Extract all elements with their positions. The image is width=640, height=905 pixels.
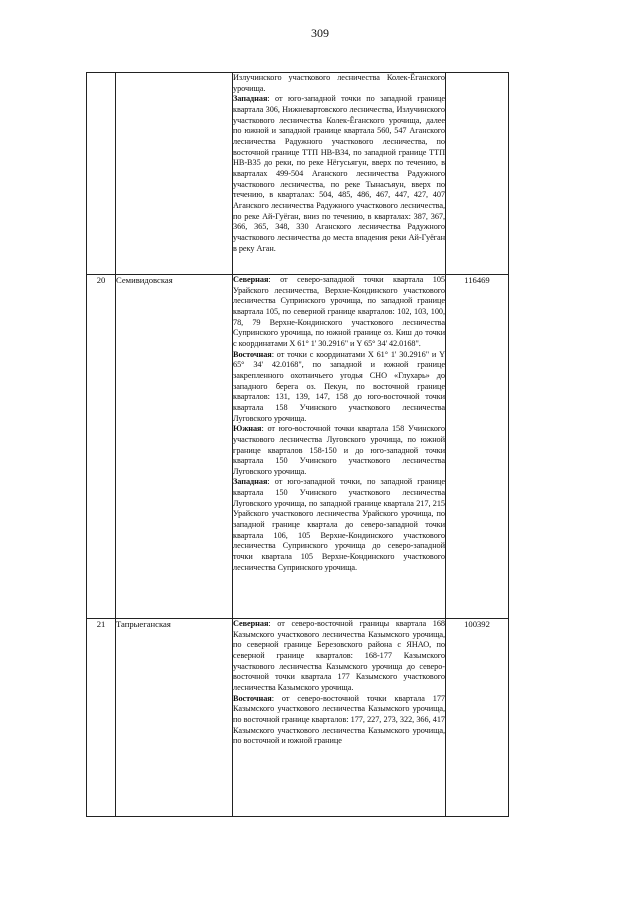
row-number: 20 — [87, 275, 116, 619]
boundary-label: Южная — [233, 424, 262, 434]
boundary-text: : от юго-западной точки по западной границе квартала 306, Нижневартовского лесничества, Излучинского участкового лесничества Колек-Ёганского урочища, далее по южной и западной границе квартала 560, 547 Аганского лесничества Радужного участкового лесничества, по восточной границе ТТП НВ-В34, по западной границе ТТП НВ-В35 до реки, по реке Нёгусьягун, вверх по течению, в кварталах 499-504 Аганского лесничества Радужного участкового лесничества, по реке Тынасъяун, вверх по течению, в кварталах: 504, 485, 486, 467, 447, 427, 407 Аганского лесничества Радужного участкового лесничества, по реке Ай-Гуёган, вниз по течению, в кварталах: 387, 367, 366, 365, 348, 330 Аганского лесничества Радужного участкового лесничества до места впадения реки Ай-Гуёган в реку Аган. — [233, 94, 445, 253]
boundary-text: : от юго-восточной точки квартала 158 Учинского участкового лесничества Луговского урочища, по южной границе кварталов 158-150 и до юго-западной точки квартала 150 Учинского участкового лесничества Луговского урочища. — [233, 424, 445, 476]
table-row — [87, 73, 509, 275]
boundary-text: : от северо-восточной точки квартала 177 Казымского участкового лесничества Казымского урочища, по восточной границе кварталов: 177, 227, 273, 322, 366, 417 Казымского участкового лесничества Казымского урочища, по восточной и южной границе — [233, 693, 445, 746]
boundary-description — [233, 73, 446, 275]
boundary-east — [233, 350, 445, 425]
table-row — [87, 619, 509, 817]
zone-area: 100392 — [446, 619, 509, 817]
boundary-label: Северная — [233, 275, 269, 284]
continuation-text: Излучинского участкового лесничества Колек-Ёганского урочища. — [233, 73, 445, 93]
boundary-description — [233, 275, 446, 619]
boundary-west — [233, 477, 445, 573]
boundary-east — [233, 694, 445, 747]
row-number: 21 — [87, 619, 116, 817]
zone-area — [446, 73, 509, 275]
boundary-north — [233, 619, 445, 694]
boundary-west — [233, 94, 445, 254]
boundary-text: : от северо-восточной границы квартала 168 Казымского участкового лесничества Казымского урочища, по северной границе Березовского района с ЯНАО, по северной границе кварталов: 168-177 Казымского участкового лесничества Казымского урочища до северо-восточной точки квартала 177 Казымского участкового лесничества Казымского урочища. — [233, 619, 445, 692]
boundary-label: Восточная — [233, 349, 272, 359]
boundary-label: Восточная — [233, 693, 272, 703]
boundary-north — [233, 275, 445, 350]
zone-area: 116469 — [446, 275, 509, 619]
boundary-description — [233, 619, 446, 817]
boundary-label: Западная — [233, 94, 268, 104]
boundary-south — [233, 424, 445, 477]
zone-name: Семивидовская — [116, 275, 233, 619]
boundary-text: : от северо-западной точки квартала 105 Урайского лесничества, Верхне-Кондинского участкового лесничества Супринского урочища, по западной границе квартала 105, по северной границе кварталов: 102, 103, 100, 78, 79 Верхне-Кондинского участкового лесничества Супринского урочища, по южной границе оз. Киш до точки с координатами X 61° 1' 30.2916" и Y 65° 34' 42.0168". — [233, 275, 445, 348]
boundary-label: Западная — [233, 477, 268, 487]
boundaries-table — [86, 72, 509, 817]
boundary-text: : от юго-западной точки, по западной границе квартала 150 Учинского участкового лесничества Луговского урочища, по западной границе квартала 217, 215 Урайского участкового лесничества Урайского урочища, по западной границе квартала до северо-западной точки квартала 106, 105 Верхне-Кондинского участкового лесничества Супринского урочища до северо-западной точки квартала 105 Верхне-Кондинского участкового лесничества Супринского урочища. — [233, 477, 445, 572]
boundary-label: Северная — [233, 619, 269, 628]
page-number: 309 — [311, 26, 329, 40]
zone-name: Тапрыеганская — [116, 619, 233, 817]
boundary-text: : от точки с координатами X 61° 1' 30.2916" и Y 65° 34' 42.0168", по западной и южной границе закрепленного охотничьего угодья СНО «Глухарь» до западного берега оз. Пекун, по восточной границе кварталов: 131, 139, 147, 158 до юго-восточной точки квартала 158 Учинского участкового лесничества Луговского урочища. — [233, 349, 445, 423]
zone-name — [116, 73, 233, 275]
table-row — [87, 275, 509, 619]
row-number — [87, 73, 116, 275]
